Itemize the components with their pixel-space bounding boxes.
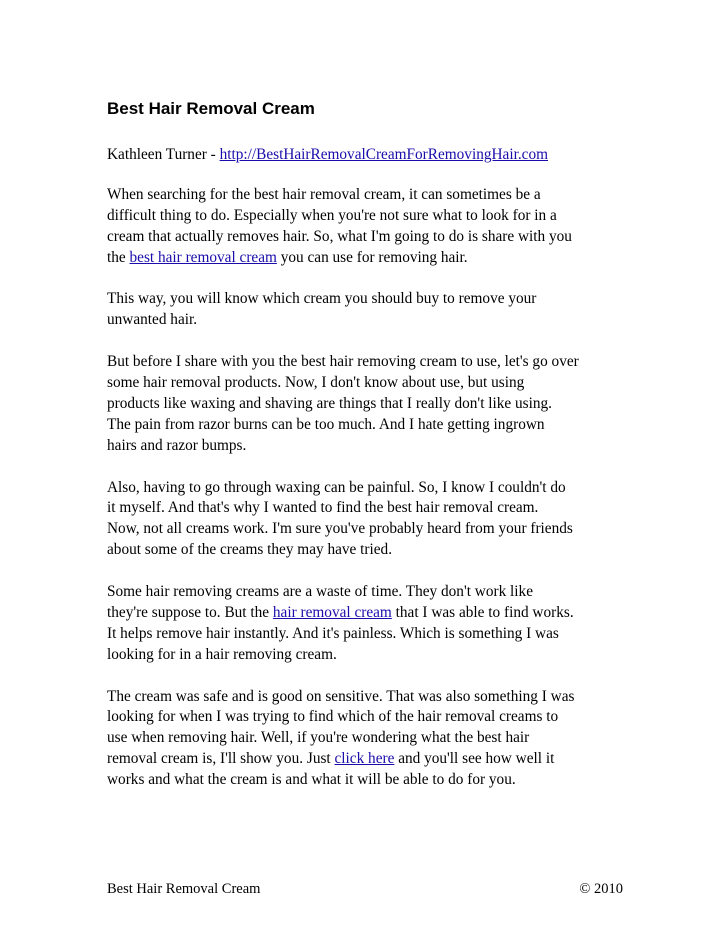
text-segment: that I was able to find works. [391, 603, 574, 621]
paragraph-2 [107, 289, 627, 331]
text-line: The pain from razor burns can be too much. And I hate getting ingrown [107, 415, 545, 433]
page-footer [107, 880, 623, 898]
text-line: Also, having to go through waxing can be painful. So, I know I couldn't do [107, 478, 566, 496]
paragraph-4 [107, 478, 627, 562]
text-line: difficult thing to do. Especially when you're not sure what to look for in a [107, 206, 557, 224]
byline-url-link[interactable]: http://BestHairRemovalCreamForRemovingHair.com [219, 146, 548, 163]
text-segment: removal cream is, I'll show you. Just [107, 750, 335, 768]
text-segment: the [107, 248, 130, 266]
text-line: works and what the cream is and what it will be able to do for you. [107, 771, 516, 789]
text-line: Now, not all creams work. I'm sure you've probably heard from your friends [107, 520, 573, 538]
paragraph-3 [107, 352, 627, 457]
text-line: hairs and razor bumps. [107, 436, 247, 454]
text-line: products like waxing and shaving are things that I really don't like using. [107, 394, 552, 412]
text-line: The cream was safe and is good on sensitive. That was also something I was [107, 687, 575, 705]
text-line: It helps remove hair instantly. And it's painless. Which is something I was [107, 624, 559, 642]
text-line: Some hair removing creams are a waste of time. They don't work like [107, 583, 533, 601]
paragraph-1 [107, 185, 627, 269]
paragraph-6 [107, 687, 627, 792]
paragraph-5 [107, 582, 627, 666]
byline [107, 145, 627, 166]
author-name: Kathleen Turner - [107, 146, 220, 163]
text-line: looking for in a hair removing cream. [107, 645, 337, 663]
text-line: looking for when I was trying to find which of the hair removal creams to [107, 708, 559, 726]
text-line [107, 603, 627, 624]
text-line: it myself. And that's why I wanted to find the best hair removal cream. [107, 499, 539, 517]
text-line: This way, you will know which cream you should buy to remove your [107, 290, 537, 308]
text-line: cream that actually removes hair. So, what I'm going to do is share with you [107, 227, 572, 245]
text-line [107, 749, 627, 770]
document-title: Best Hair Removal Cream [107, 99, 315, 118]
hair-removal-cream-link[interactable]: hair removal cream [272, 603, 392, 621]
text-line: use when removing hair. Well, if you're wondering what the best hair [107, 729, 530, 747]
text-segment: you can use for removing hair. [276, 248, 468, 266]
text-line: When searching for the best hair removal cream, it can sometimes be a [107, 185, 541, 203]
document-body [107, 98, 627, 812]
footer-copyright: © 2010 [579, 881, 623, 897]
text-line [107, 248, 627, 269]
text-line: some hair removal products. Now, I don't know about use, but using [107, 374, 525, 392]
text-line: unwanted hair. [107, 311, 198, 329]
text-segment: and you'll see how well it [394, 750, 555, 768]
text-segment: they're suppose to. But the [107, 603, 273, 621]
text-line: about some of the creams they may have tried. [107, 541, 393, 559]
footer-title: Best Hair Removal Cream [107, 881, 261, 897]
click-here-link[interactable]: click here [334, 750, 395, 768]
best-hair-removal-cream-link[interactable]: best hair removal cream [129, 248, 277, 266]
text-line: But before I share with you the best hair removing cream to use, let's go over [107, 353, 579, 371]
